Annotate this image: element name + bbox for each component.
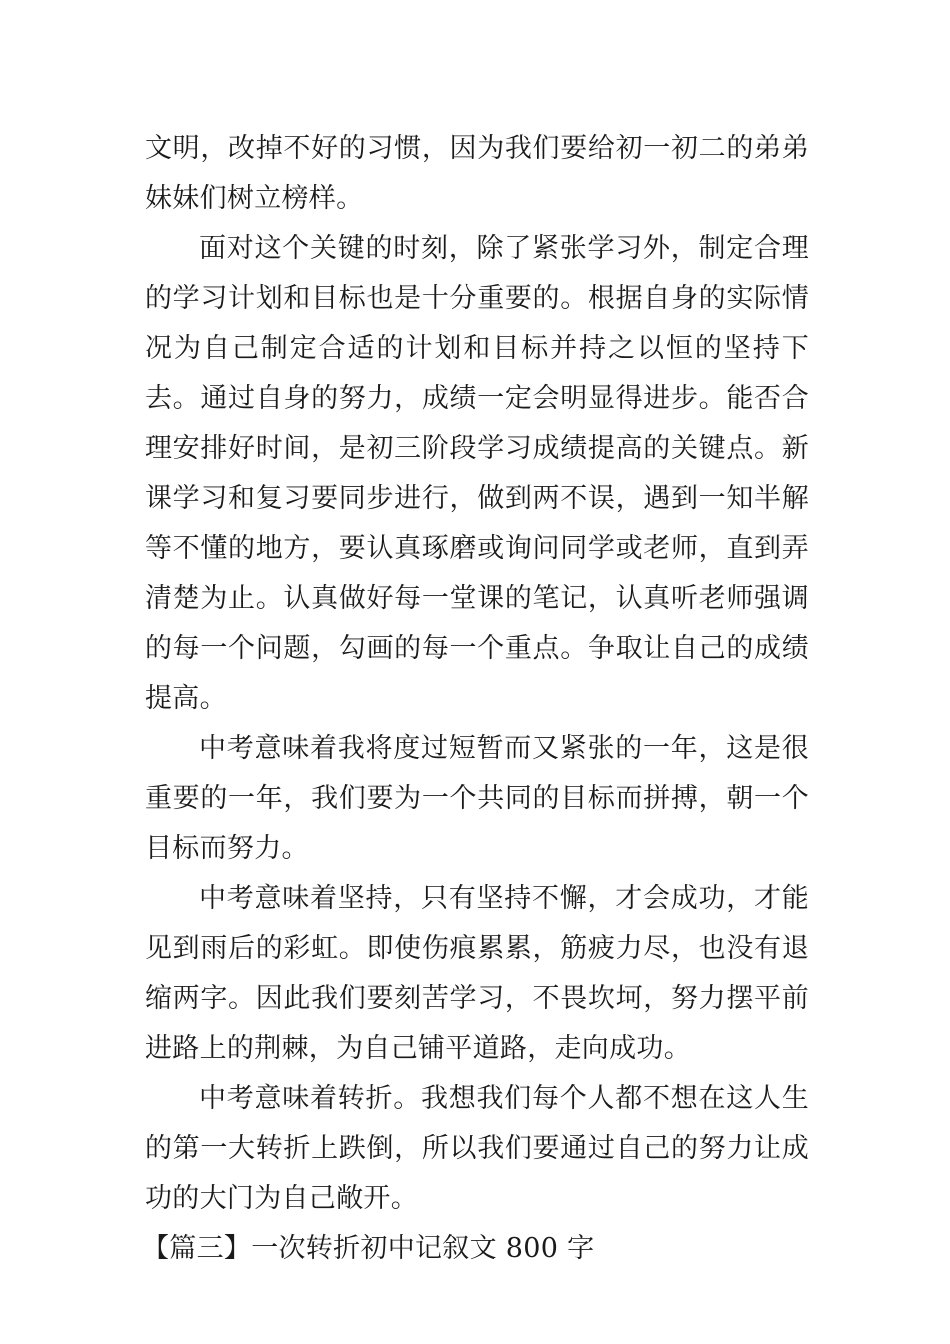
- paragraph-persistence: 中考意味着坚持，只有坚持不懈，才会成功，才能见到雨后的彩虹。即使伤痕累累，筋疲力尽，也没有退缩两字。因此我们要刻苦学习，不畏坎坷，努力摆平前进路上的荆棘，为自己铺平道路，走向成功。: [145, 883, 809, 1064]
- document-body: [142, 124, 809, 1274]
- paragraph-turning-point: 中考意味着转折。我想我们每个人都不想在这人生的第一大转折上跌倒，所以我们要通过自己的努力让成功的大门为自己敞开。: [145, 1083, 809, 1214]
- paragraph-continued: 文明，改掉不好的习惯，因为我们要给初一初二的弟弟妹妹们树立榜样。: [145, 133, 809, 214]
- paragraph-exam-year: 中考意味着我将度过短暂而又紧张的一年，这是很重要的一年，我们要为一个共同的目标而拼搏，朝一个目标而努力。: [145, 733, 809, 864]
- paragraph-study-plan: 面对这个关键的时刻，除了紧张学习外，制定合理的学习计划和目标也是十分重要的。根据自身的实际情况为自己制定合适的计划和目标并持之以恒的坚持下去。通过自身的努力，成绩一定会明显得进步。能否合理安排好时间，是初三阶段学习成绩提高的关键点。新课学习和复习要同步进行，做到两不误，遇到一知半解等不懂的地方，要认真琢磨或询问同学或老师，直到弄清楚为止。认真做好每一堂课的笔记，认真听老师强调的每一个问题，勾画的每一个重点。争取让自己的成绩提高。: [145, 233, 809, 714]
- section-heading: 【篇三】一次转折初中记叙文 800 字: [142, 1233, 595, 1264]
